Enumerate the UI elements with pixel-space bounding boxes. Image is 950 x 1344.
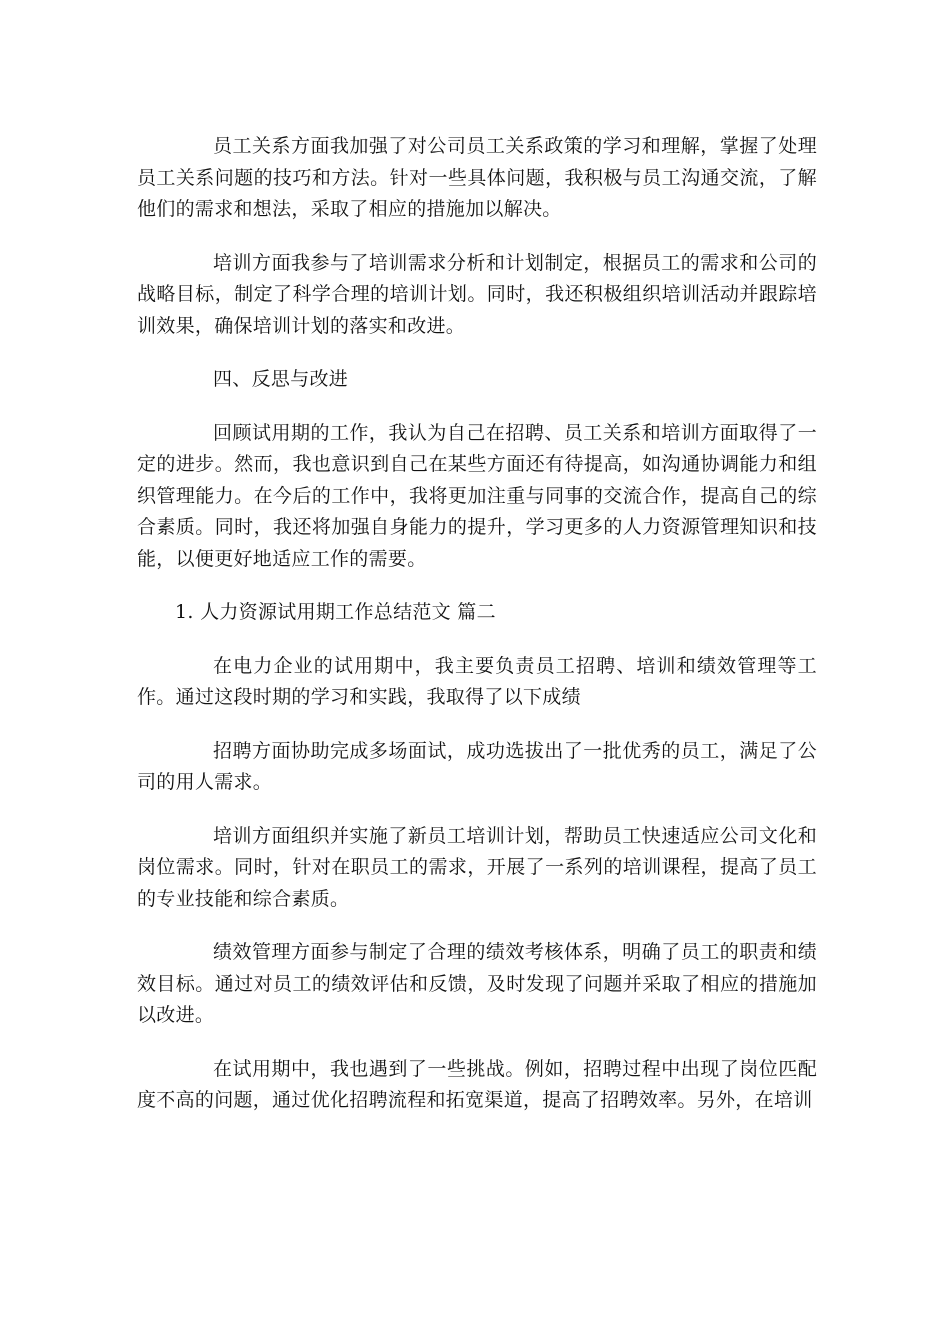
paragraph-recruitment: 招聘方面协助完成多场面试，成功选拔出了一批优秀的员工，满足了公司的用人需求。 <box>137 739 817 793</box>
paragraph-intro-part-two: 在电力企业的试用期中，我主要负责员工招聘、培训和绩效管理等工作。通过这段时期的学习和实践，我取得了以下成绩 <box>137 654 817 708</box>
section-heading-reflection: 四、反思与改进 <box>213 368 349 390</box>
article-title-part-two: 1. 人力资源试用期工作总结范文 篇二 <box>175 601 496 623</box>
paragraph-review: 回顾试用期的工作，我认为自己在招聘、员工关系和培训方面取得了一定的进步。然而，我也意识到自己在某些方面还有待提高，如沟通协调能力和组织管理能力。在今后的工作中，我将更加注重与同事的交流合作，提高自己的综合素质。同时，我还将加强自身能力的提升，学习更多的人力资源管理知识和技能，以便更好地适应工作的需要。 <box>137 421 817 570</box>
paragraph-training-part-two: 培训方面组织并实施了新员工培训计划，帮助员工快速适应公司文化和岗位需求。同时，针对在职员工的需求，开展了一系列的培训课程，提高了员工的专业技能和综合素质。 <box>137 824 817 910</box>
paragraph-challenges: 在试用期中，我也遇到了一些挑战。例如，招聘过程中出现了岗位匹配度不高的问题，通过优化招聘流程和拓宽渠道，提高了招聘效率。另外，在培训 <box>137 1057 817 1111</box>
paragraph-employee-relations: 员工关系方面我加强了对公司员工关系政策的学习和理解，掌握了处理员工关系问题的技巧和方法。针对一些具体问题，我积极与员工沟通交流，了解他们的需求和想法，采取了相应的措施加以解决。 <box>137 135 817 220</box>
paragraph-performance: 绩效管理方面参与制定了合理的绩效考核体系，明确了员工的职责和绩效目标。通过对员工的绩效评估和反馈，及时发现了问题并采取了相应的措施加以改进。 <box>137 941 817 1026</box>
document-body <box>137 131 817 1139</box>
paragraph-training: 培训方面我参与了培训需求分析和计划制定，根据员工的需求和公司的战略目标，制定了科学合理的培训计划。同时，我还积极组织培训活动并跟踪培训效果，确保培训计划的落实和改进。 <box>137 251 817 337</box>
